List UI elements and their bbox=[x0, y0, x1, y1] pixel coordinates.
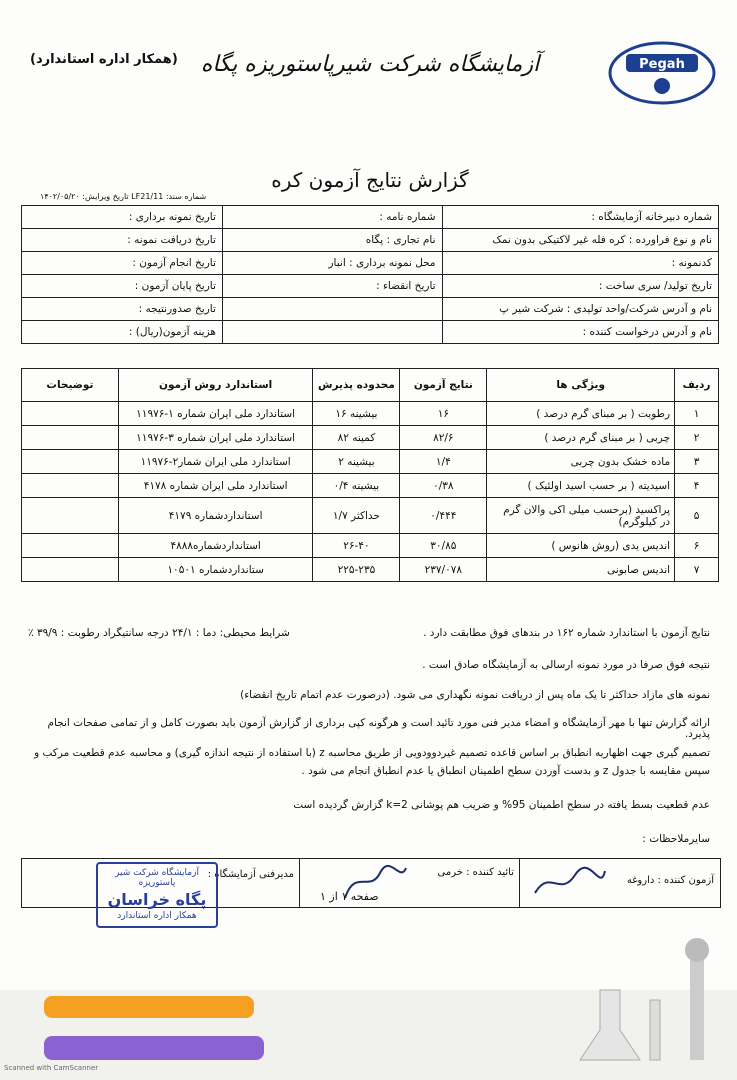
note-2: نتیجه فوق صرفا در مورد نمونه ارسالی به آزمایشگاه صادق است . bbox=[422, 659, 710, 671]
info-mid: محل نمونه برداری : انبار bbox=[222, 252, 442, 275]
cell-no: ۱ bbox=[675, 402, 719, 426]
other-remarks: سایرملاحظات : bbox=[642, 833, 710, 845]
header-cell: محدوده پذیرش bbox=[313, 369, 400, 402]
info-right: نام و آدرس درخواست کننده : bbox=[442, 321, 718, 344]
cell-result: ۳۰/۸۵ bbox=[400, 534, 487, 558]
cell-std: ستانداردشماره ۱۰۵۰۱ bbox=[118, 558, 313, 582]
partner-label: (همکار اداره استاندارد) bbox=[30, 52, 178, 67]
cell-note bbox=[22, 402, 119, 426]
cell-feature: پراکسید (برحسب میلی اکی والان گرم در کیلوگرم) bbox=[487, 498, 675, 534]
header-cell: نتایج آزمون bbox=[400, 369, 487, 402]
redaction-purple bbox=[44, 1036, 264, 1060]
cell-std: استاندارد ملی ایران شماره ۱-۱۱۹۷۶ bbox=[118, 402, 313, 426]
note-1: نتایج آزمون با استاندارد شماره ۱۶۲ در بندهای فوق مطابقت دارد . bbox=[423, 627, 710, 639]
cell-std: استانداردشماره۴۸۸۸ bbox=[118, 534, 313, 558]
cell-feature: رطوبت ( بر مبنای گرم درصد ) bbox=[487, 402, 675, 426]
info-left: هزینه آزمون(ریال) : bbox=[22, 321, 223, 344]
environment-conditions: شرایط محیطی: دما : ۲۴/۱ درجه سانتیگراد رطوبت : ۳۹/۹ ٪ bbox=[28, 627, 290, 639]
cell-result: ۰/۳۸ bbox=[400, 474, 487, 498]
header-cell: ردیف bbox=[675, 369, 719, 402]
info-table bbox=[21, 205, 719, 344]
cell-result: ۱۶ bbox=[400, 402, 487, 426]
org-title: آزمایشگاه شرکت شیرپاستوریزه پگاه bbox=[200, 52, 540, 77]
cell-feature: اندیس یدی (روش هانوس ) bbox=[487, 534, 675, 558]
info-left: تاریخ انجام آزمون : bbox=[22, 252, 223, 275]
report-title: گزارش نتایج آزمون کره bbox=[271, 168, 469, 192]
manager-label: مدیرفنی آزمایشگاه : bbox=[207, 869, 294, 880]
info-right: تاریخ تولید/ سری ساخت : bbox=[442, 275, 718, 298]
info-right: کدنمونه : bbox=[442, 252, 718, 275]
scanner-watermark: Scanned with CamScanner bbox=[4, 1064, 99, 1072]
cell-note bbox=[22, 498, 119, 534]
cell-range: ۲۶-۴۰ bbox=[313, 534, 400, 558]
info-right: نام و آدرس شرکت/واحد تولیدی : شرکت شیر پ bbox=[442, 298, 718, 321]
info-row bbox=[22, 321, 719, 344]
redaction-orange bbox=[44, 996, 254, 1018]
cell-range: بیشینه ۱۶ bbox=[313, 402, 400, 426]
lab-stamp: آزمایشگاه شرکت شیر پاستوریزه پگاه خراسان همکار اداره استاندارد bbox=[96, 862, 218, 928]
info-mid: نام تجاری : پگاه bbox=[222, 229, 442, 252]
table-row bbox=[22, 450, 719, 474]
cell-range: کمینه ۸۲ bbox=[313, 426, 400, 450]
cell-std: استاندارد ملی ایران شماره ۴۱۷۸ bbox=[118, 474, 313, 498]
page-number: صفحه ۱ از ۱ bbox=[320, 890, 379, 903]
info-left: تاریخ نمونه برداری : bbox=[22, 206, 223, 229]
cell-note bbox=[22, 474, 119, 498]
note-5: تصمیم گیری جهت اظهاریه انطباق بر اساس قاعده تصمیم غیردوودویی از طریق محاسبه z (با استفاده از نتیجه اندازه گیری) و محاسبه عدم قطعیت مرکب و bbox=[34, 747, 710, 759]
info-row bbox=[22, 252, 719, 275]
info-left: تاریخ صدورنتیجه : bbox=[22, 298, 223, 321]
cell-range: ۲۲۵-۲۳۵ bbox=[313, 558, 400, 582]
cell-feature: چربی ( بر مبنای گرم درصد ) bbox=[487, 426, 675, 450]
note-4: ارائه گزارش تنها با مهر آزمایشگاه و امضاء مدیر فنی مورد تائید است و هرگونه کپی برداری از گزارش آزمون باید بصورت کامل و از تمامی صفحات انجام پذیرد. bbox=[47, 717, 710, 740]
table-row bbox=[22, 402, 719, 426]
cell-result: ۱/۴ bbox=[400, 450, 487, 474]
table-row bbox=[22, 534, 719, 558]
note-6: سپس مقایسه با جدول z و بدست آوردن سطح اطمینان انطباق یا عدم انطباق انجام می شود . bbox=[301, 765, 710, 777]
cell-range: حداکثر ۱/۷ bbox=[313, 498, 400, 534]
cell-result: ۸۲/۶ bbox=[400, 426, 487, 450]
info-row bbox=[22, 298, 719, 321]
doc-meta: شماره سند: LF21/11 تاریخ ویرایش: ۱۴۰۲/۰۵/۲۰ bbox=[40, 192, 207, 201]
tester-label: آزمون کننده : داروغه bbox=[626, 875, 714, 886]
cell-no: ۷ bbox=[675, 558, 719, 582]
note-7: عدم قطعیت بسط یافته در سطح اطمینان 95% و ضریب هم پوشانی k=2 گزارش گردیده است bbox=[293, 799, 710, 811]
approver-label: تائید کننده : خرمی bbox=[437, 867, 514, 878]
info-mid: شماره نامه : bbox=[222, 206, 442, 229]
cell-no: ۶ bbox=[675, 534, 719, 558]
cell-std: استانداردشماره ۴۱۷۹ bbox=[118, 498, 313, 534]
cell-note bbox=[22, 534, 119, 558]
cell-result: ۲۳۷/۰۷۸ bbox=[400, 558, 487, 582]
pegah-logo bbox=[608, 40, 716, 106]
info-left: تاریخ دریافت نمونه : bbox=[22, 229, 223, 252]
cell-feature: اسیدیته ( بر حسب اسید اولئیک ) bbox=[487, 474, 675, 498]
table-row bbox=[22, 498, 719, 534]
lab-equipment-icon bbox=[560, 930, 730, 1070]
tester-cell bbox=[519, 859, 720, 907]
cell-range: بیشینه ۲ bbox=[313, 450, 400, 474]
cell-range: بیشینه ۰/۴ bbox=[313, 474, 400, 498]
cell-note bbox=[22, 426, 119, 450]
info-right: شماره دبیرخانه آزمایشگاه : bbox=[442, 206, 718, 229]
header-cell: ویژگی ها bbox=[487, 369, 675, 402]
cell-std: استاندارد ملی ایران شماره ۳-۱۱۹۷۶ bbox=[118, 426, 313, 450]
header-cell: توضیحات bbox=[22, 369, 119, 402]
cell-result: ۰/۴۴۴ bbox=[400, 498, 487, 534]
cell-feature: اندیس صابونی bbox=[487, 558, 675, 582]
info-left: تاریخ پایان آزمون : bbox=[22, 275, 223, 298]
cell-note bbox=[22, 558, 119, 582]
svg-text:Pegah: Pegah bbox=[639, 57, 685, 72]
cell-no: ۲ bbox=[675, 426, 719, 450]
cell-no: ۵ bbox=[675, 498, 719, 534]
info-row bbox=[22, 206, 719, 229]
info-mid bbox=[222, 321, 442, 344]
info-mid: تاریخ انقضاء : bbox=[222, 275, 442, 298]
cell-feature: ماده خشک بدون چربی bbox=[487, 450, 675, 474]
info-row bbox=[22, 275, 719, 298]
cell-no: ۴ bbox=[675, 474, 719, 498]
tester-signature-icon bbox=[530, 863, 610, 903]
info-row bbox=[22, 229, 719, 252]
header-cell: استاندارد روش آزمون bbox=[118, 369, 313, 402]
note-3: نمونه های مازاد حداکثر تا یک ماه پس از دریافت نمونه نگهداری می شود. (درصورت عدم اتمام تاریخ انقضاء) bbox=[240, 689, 710, 701]
cell-note bbox=[22, 450, 119, 474]
table-row bbox=[22, 426, 719, 450]
table-row bbox=[22, 474, 719, 498]
results-table bbox=[21, 368, 719, 582]
cell-no: ۳ bbox=[675, 450, 719, 474]
cell-std: استاندارد ملی ایران شمار۲-۱۱۹۷۶ bbox=[118, 450, 313, 474]
info-mid bbox=[222, 298, 442, 321]
info-right: نام و نوع فراورده : کره فله غیر لاکتیکی بدون نمک bbox=[442, 229, 718, 252]
table-row bbox=[22, 558, 719, 582]
